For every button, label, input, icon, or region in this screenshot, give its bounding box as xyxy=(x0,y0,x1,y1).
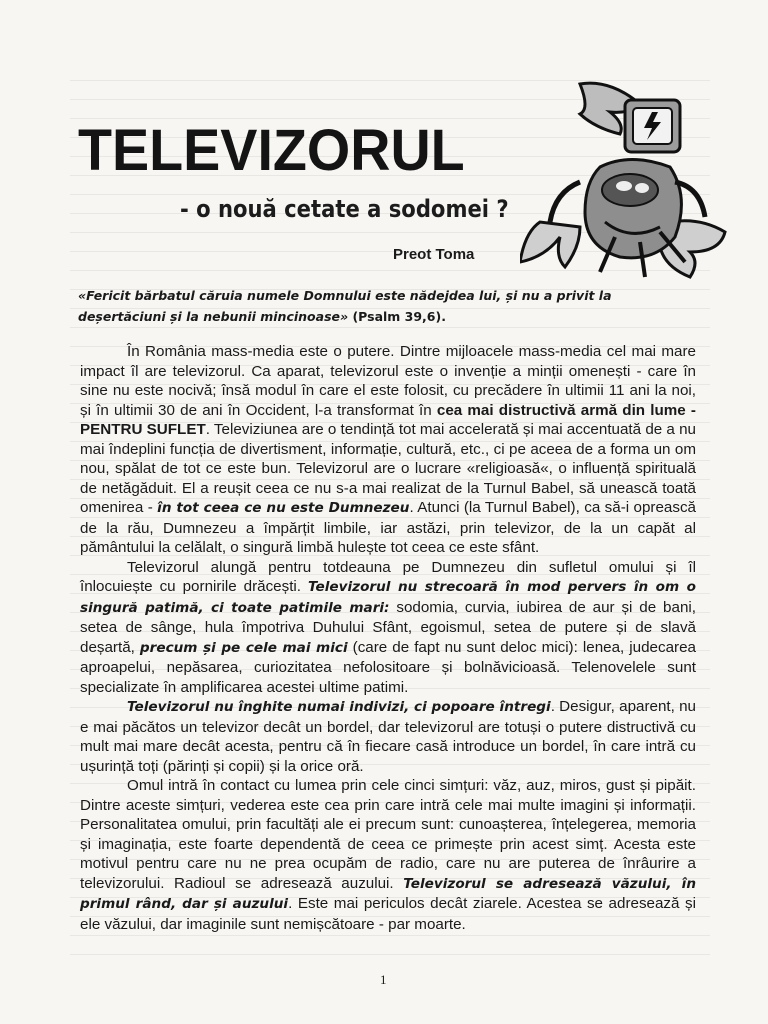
body-paragraph xyxy=(80,342,696,558)
emphasis-text: cea mai distructivă armă din lume - PENTRU SUFLET xyxy=(80,401,696,438)
motto-quote: «Fericit bărbatul căruia numele Domnului este nădejdea lui, și nu a privit la deșertăciuni și la nebunii mincinoase» xyxy=(78,288,612,324)
body-paragraph xyxy=(80,776,696,934)
paragraph-text: Omul intră în contact cu lumea prin cele cinci simțuri: văz, auz, miros, gust și pipăit. Dintre aceste simțuri, vederea este cea prin care intră cele mai multe imagini și informații. Personalitatea omului, prin facultăți ale ei precum sunt: cunoașterea, înțelegerea, memoria și imaginația, este foarte dependentă de ceea ce primește prin acest simț. Acesta este motivul pentru care nu ne prea ocupăm de radio, care nu are puterea de înrâurire a televizorului. Radioul se adresează auzului. xyxy=(80,777,696,892)
emphasis-text: Televizorul nu înghite numai indivizi, ci popoare întregi xyxy=(127,699,551,715)
motto-reference: (Psalm 39,6). xyxy=(352,309,446,324)
body-paragraph xyxy=(80,697,696,776)
emphasis-text: precum și pe cele mai mici xyxy=(139,639,348,656)
paragraph-text: sodomia, curvia, iubirea de aur și de bani, setea de sânge, hula împotriva Duhului Sfânt, egoismul, setea de putere și de slavă deșartă, xyxy=(80,598,696,656)
emphasis-text: Televizorul se adresează văzului, în primul rând, dar și auzului xyxy=(80,875,696,912)
article-title: TELEVIZORUL xyxy=(78,118,465,183)
emphasis-text: Televizorul nu strecoară în mod pervers în om o singură patimă, ci toate patimile mari: xyxy=(80,579,697,616)
paragraph-text: . Televiziunea are o tendință tot mai accelerată și mai accentuată de a nu mai îndeplini funcția de divertisment, informație, cultură, etc., ci pe aceea de a forma un om nou, spălat de tot ce este bun. Televizorul are o lucrare «religioasă«, o influență spirituală de netăgăduit. El a reușit ceea ce nu s-a mai realizat de la Turnul Babel, să unească toată omenirea - xyxy=(80,421,696,516)
body-paragraph xyxy=(80,558,696,698)
paragraph-text: . Desigur, aparent, nu e mai păcătos un televizor decât un bordel, dar televizorul are totuși o putere distructivă cu mult mai mare decât acesta, pentru că în fiecare casă introduce un bordel, în care intră cu ușurință toți (părinți și copii) și la orice oră. xyxy=(80,698,696,775)
article-subtitle: - o nouă cetate a sodomei ? xyxy=(180,195,509,223)
paragraph-text: Televizorul alungă pentru totdeauna pe Dumnezeu din sufletul omului și îl înlocuiește cu pornirile drăcești. xyxy=(80,558,696,595)
emphasis-text: în tot ceea ce nu este Dumnezeu xyxy=(157,500,410,516)
paragraph-text: . Este mai periculos decât ziarele. Acestea se adresează și ele văzului, dar imaginile sunt nemișcătoare - par moarte. xyxy=(80,895,696,933)
paragraph-text: În România mass-media este o putere. Dintre mijloacele mass-media cel mai mare impact îl are televizorul. Ca aparat, televizorul este o invenție a minții omenești - care în sine nu este nocivă; însă modul în care el este folosit, cu precădere în ultimii 11 ani la noi, și în ultimii 30 de ani în Occident, l-a transformat în xyxy=(80,343,696,419)
tv-robot-icon xyxy=(520,72,732,287)
paragraph-text: (care de fapt nu sunt deloc mici): lenea, judecarea aproapelui, nepăsarea, curiozitatea nefolositoare și bolnăvicioasă. Telenovelele sunt specializate în amplificarea acestei ultime patimi. xyxy=(80,638,696,696)
page-number: 1 xyxy=(380,972,387,987)
article-author: Preot Toma xyxy=(393,246,475,263)
article-motto xyxy=(78,285,698,327)
paragraph-text: . Atunci (la Turnul Babel), ca să-i oprească de la rău, Dumnezeu a împărțit limbile, iar astăzi, prin televizor, de la un capăt al pământului la celălalt, o singură limbă hulește tot ceea ce este sfânt. xyxy=(80,499,696,556)
article-body xyxy=(80,342,696,934)
